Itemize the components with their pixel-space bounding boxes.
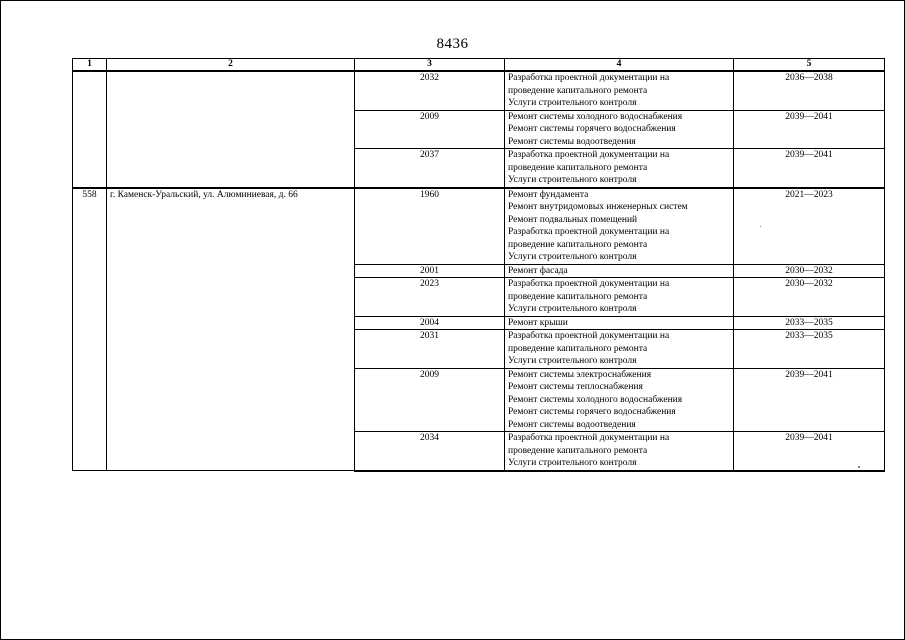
cell-year: 2009 xyxy=(355,110,505,149)
cell-year: 2031 xyxy=(355,330,505,369)
work-item: Услуги строительного контроля xyxy=(508,356,637,366)
cell-period: 2039—2041 xyxy=(734,110,885,149)
cell-year: 2032 xyxy=(355,71,505,110)
repair-schedule-table xyxy=(72,58,885,472)
work-item: Услуги строительного контроля xyxy=(508,458,637,468)
column-header-3: 3 xyxy=(355,59,505,72)
cell-year: 2034 xyxy=(355,432,505,471)
cell-works xyxy=(505,149,734,188)
work-item: Разработка проектной документации на xyxy=(508,150,670,160)
work-item: Ремонт крыши xyxy=(508,317,568,328)
cell-period: 2033—2035 xyxy=(734,330,885,369)
work-item: Ремонт фундамента xyxy=(508,189,589,200)
cell-works xyxy=(505,278,734,317)
cell-works xyxy=(505,368,734,432)
work-item: Ремонт системы холодного водоснабжения xyxy=(508,111,683,122)
work-item: Ремонт подвальных помещений xyxy=(508,214,638,225)
work-item: Ремонт системы водоотведения xyxy=(508,136,636,147)
column-header-4: 4 xyxy=(505,59,734,72)
scan-speck xyxy=(760,226,761,227)
cell-address: г. Каменск-Уральский, ул. Алюминиевая, д. 66 xyxy=(107,188,355,471)
cell-number: 558 xyxy=(73,188,107,471)
cell-works xyxy=(505,330,734,369)
cell-period: 2039—2041 xyxy=(734,368,885,432)
cell-works xyxy=(505,316,734,330)
work-item: Ремонт фасада xyxy=(508,265,568,276)
work-item: Ремонт системы теплоснабжения xyxy=(508,382,643,392)
table-row xyxy=(73,188,885,265)
cell-year: 2009 xyxy=(355,368,505,432)
work-item: проведение капитального ремонта xyxy=(508,445,648,456)
work-item: Разработка проектной документации на xyxy=(508,73,670,83)
table-row xyxy=(73,71,885,110)
work-item: проведение капитального ремонта xyxy=(508,239,648,250)
work-item: Ремонт системы горячего водоснабжения xyxy=(508,407,676,417)
work-item: проведение капитального ремонта xyxy=(508,162,648,173)
cell-works xyxy=(505,71,734,110)
work-item: проведение капитального ремонта xyxy=(508,291,648,302)
column-header-2: 2 xyxy=(107,59,355,72)
cell-number-empty xyxy=(73,71,107,188)
cell-works xyxy=(505,432,734,471)
cell-year: 2037 xyxy=(355,149,505,188)
work-item: Ремонт системы электроснабжения xyxy=(508,369,652,380)
cell-period: 2039—2041 xyxy=(734,432,885,471)
cell-period: 2030—2032 xyxy=(734,264,885,278)
cell-year: 1960 xyxy=(355,188,505,265)
column-header-5: 5 xyxy=(734,59,885,72)
work-item: Услуги строительного контроля xyxy=(508,98,637,108)
cell-year: 2004 xyxy=(355,316,505,330)
work-item: проведение капитального ремонта xyxy=(508,343,648,354)
work-item: Услуги строительного контроля xyxy=(508,304,637,314)
work-item: Ремонт системы горячего водоснабжения xyxy=(508,124,676,134)
cell-period: 2021—2023 xyxy=(734,188,885,265)
table-header-row xyxy=(73,59,885,72)
cell-year: 2023 xyxy=(355,278,505,317)
work-item: Ремонт внутридомовых инженерных систем xyxy=(508,202,688,212)
cell-works xyxy=(505,110,734,149)
work-item: Услуги строительного контроля xyxy=(508,175,637,185)
work-item: Разработка проектной документации на xyxy=(508,433,670,443)
work-item: Ремонт системы водоотведения xyxy=(508,419,636,430)
column-header-1: 1 xyxy=(73,59,107,72)
work-item: Услуги строительного контроля xyxy=(508,252,637,262)
scan-speck xyxy=(858,466,860,468)
work-item: проведение капитального ремонта xyxy=(508,85,648,96)
cell-works xyxy=(505,188,734,265)
cell-period: 2030—2032 xyxy=(734,278,885,317)
work-item: Разработка проектной документации на xyxy=(508,227,670,237)
cell-year: 2001 xyxy=(355,264,505,278)
cell-period: 2036—2038 xyxy=(734,71,885,110)
cell-period: 2033—2035 xyxy=(734,316,885,330)
work-item: Разработка проектной документации на xyxy=(508,331,670,341)
work-item: Ремонт системы холодного водоснабжения xyxy=(508,394,683,405)
cell-address-empty xyxy=(107,71,355,188)
work-item: Разработка проектной документации на xyxy=(508,279,670,289)
page-number: 8436 xyxy=(436,36,469,52)
cell-period: 2039—2041 xyxy=(734,149,885,188)
cell-works xyxy=(505,264,734,278)
